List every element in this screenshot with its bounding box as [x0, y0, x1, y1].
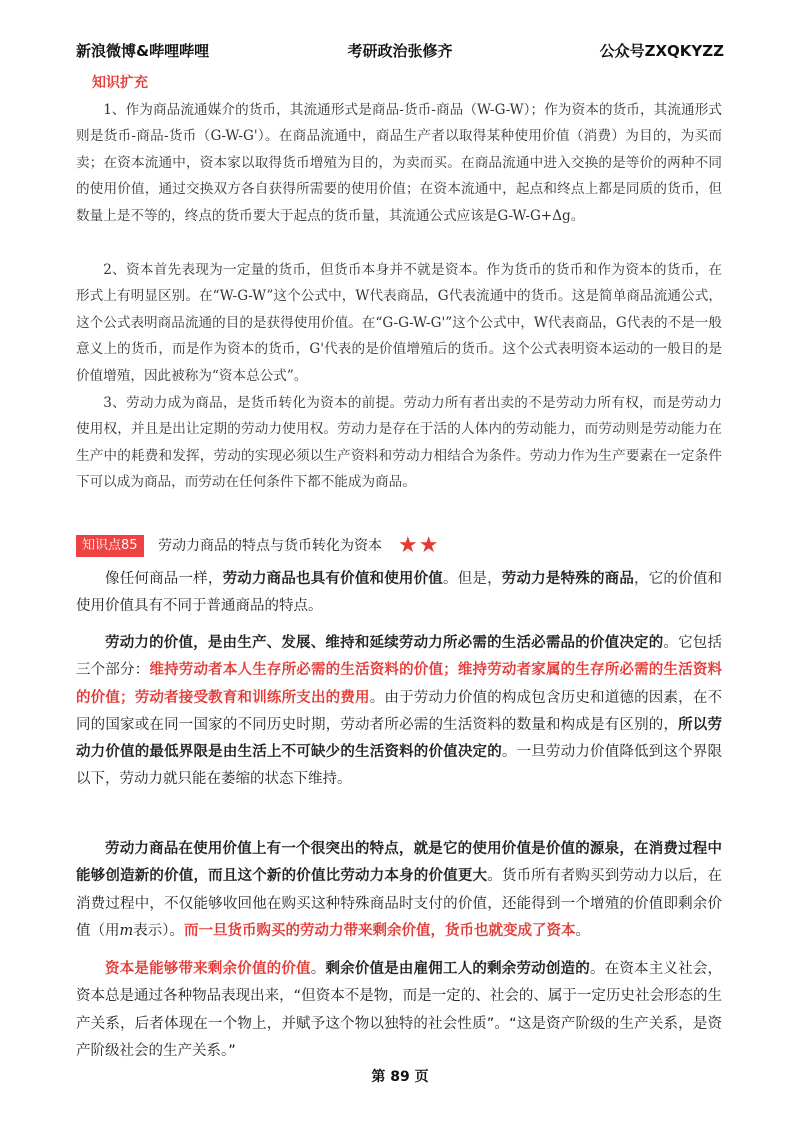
- paragraph-text: [76, 566, 722, 621]
- highlight-text: 而一旦货币购买的劳动力带来剩余价值，货币也就变成了资本: [184, 922, 576, 939]
- highlight-text: 资本是能够带来剩余价值的价值: [105, 961, 311, 977]
- importance-stars-icon: ★★: [398, 533, 440, 558]
- header-right: 公众号ZXQKYZZ: [599, 42, 724, 60]
- knowledge-point-heading: [76, 533, 722, 559]
- knowledge-point-badge: 知识点85: [76, 535, 144, 557]
- text-run: 。但是，: [443, 571, 502, 587]
- bold-text: 所以劳动力价值的最低界限是由生活上不可缺少的生活资料的价值决定的: [76, 716, 722, 761]
- text-run: 。它包括三个部分：: [76, 635, 723, 679]
- bold-text: 劳动力商品在使用价值上有一个很突出的特点，就是它的使用价值是价值的源泉，在消费过程中能够创造新的价值，而且这个新的价值比劳动力本身的价值更大: [76, 841, 722, 885]
- knowledge-paragraph-1: [76, 97, 722, 229]
- knowledge-extension-title: 知识扩充: [92, 75, 148, 91]
- text-run: 表示）。: [133, 922, 184, 939]
- body-paragraph-3: [76, 836, 722, 945]
- paragraph-text: 1、作为商品流通媒介的货币，其流通形式是商品-货币-商品（W-G-W）；作为资本的货币，其流通形式则是货币-商品-货币（G-W-G'）。在商品流通中，商品生产者以取得某种使用价值（消费）为目的，为买而卖；在资本流通中，资本家以取得货币增殖为目的，为卖而买。在商品流通中进入交换的是等价的两种不同的使用价值，通过交换双方各自获得所需要的使用价值；在资本流通中，起点和终点上都是同质的货币，但数量上是不等的，终点的货币要大于起点的货币量，其流通公式应该是G-W-G+Δg。: [76, 102, 722, 224]
- text-run: 。由于劳动力价值的构成包含历史和道德的因素，在不同的国家或在同一国家的不同历史时期，劳动者所必需的生活资料的数量和构成是有区别的，: [76, 689, 723, 733]
- text-run: 。: [575, 922, 590, 939]
- text-run: ，它的价值和使用价值具有不同于普通商品的特点。: [76, 571, 723, 615]
- bold-text: 剩余价值是由雇佣工人的剩余劳动创造的: [325, 961, 590, 977]
- header-center: 考研政治张修齐: [347, 42, 453, 60]
- knowledge-point-title: 劳动力商品的特点与货币转化为资本: [158, 538, 382, 554]
- text-run: 。在资本主义社会，资本总是通过各种物品表现出来，“但资本不是物，而是一定的、社会的、属于一定历史社会形态的生产关系，后者体现在一个物上，并赋予这个物以独特的社会性质”。“这是资产阶级的生产关系，是资产阶级社会的生产关系。”: [76, 961, 723, 1059]
- paragraph-text: [76, 836, 722, 945]
- bold-text: 劳动力商品也具有价值和使用价值: [222, 571, 443, 587]
- text-run: 像任何商品一样，: [105, 571, 223, 587]
- body-paragraph-2: [76, 630, 722, 794]
- paragraph-text: 2、资本首先表现为一定量的货币，但货币本身并不就是资本。作为货币的货币和作为资本的货币，在形式上有明显区别。在“W-G-W”这个公式中，W代表商品，G代表流通中的货币。这是简单商品流通公式，这个公式表明商品流通的目的是获得使用价值。在“G-G-W-G'”这个公式中，W代表商品，G代表的不是一般意义上的货币，而是作为资本的货币，G'代表的是价值增殖后的货币。这个公式表明资本运动的一般目的是价值增殖，因此被称为“资本总公式”。: [76, 262, 722, 384]
- highlight-text: 维持劳动者本人生存所必需的生活资料的价值；维持劳动者家属的生存所必需的生活资料的价值；劳动者接受教育和训练所支出的费用: [76, 662, 723, 706]
- knowledge-paragraph-3: [76, 390, 722, 496]
- bold-text: 劳动力的价值，是由生产、发展、维持和延续劳动力所必需的生活必需品的价值决定的: [105, 635, 664, 651]
- text-run: 。: [310, 961, 326, 977]
- text-run: 。一旦劳动力价值降低到这个界限以下，劳动力就只能在萎缩的状态下维持。: [76, 744, 723, 788]
- knowledge-paragraph-2: [76, 257, 722, 389]
- paragraph-text: [76, 630, 722, 794]
- page-header: [76, 40, 724, 66]
- header-left: 新浪微博&哔哩哔哩: [76, 42, 210, 60]
- bold-text: 劳动力是特殊的商品: [501, 571, 635, 587]
- paragraph-text: 3、劳动力成为商品，是货币转化为资本的前提。劳动力所有者出卖的不是劳动力所有权，而是劳动力使用权，并且是出让定期的劳动力使用权。劳动力是存在于活的人体内的劳动能力，而劳动则是劳动能力在生产中的耗费和发挥，劳动的实现必须以生产资料和劳动力相结合为条件。劳动力作为生产要素在一定条件下可以成为商品，而劳动在任何条件下都不能成为商品。: [76, 395, 722, 491]
- paragraph-text: [76, 956, 722, 1065]
- page-number: 第 89 页: [371, 1069, 429, 1085]
- body-paragraph-1: [76, 566, 722, 621]
- body-paragraph-4: [76, 956, 722, 1065]
- italic-symbol: m: [119, 922, 134, 939]
- text-run: 。货币所有者购买到劳动力以后，在消费过程中，不仅能够收回他在购买这种特殊商品时支付的价值，还能得到一个增殖的价值即剩余价值（用: [76, 868, 723, 939]
